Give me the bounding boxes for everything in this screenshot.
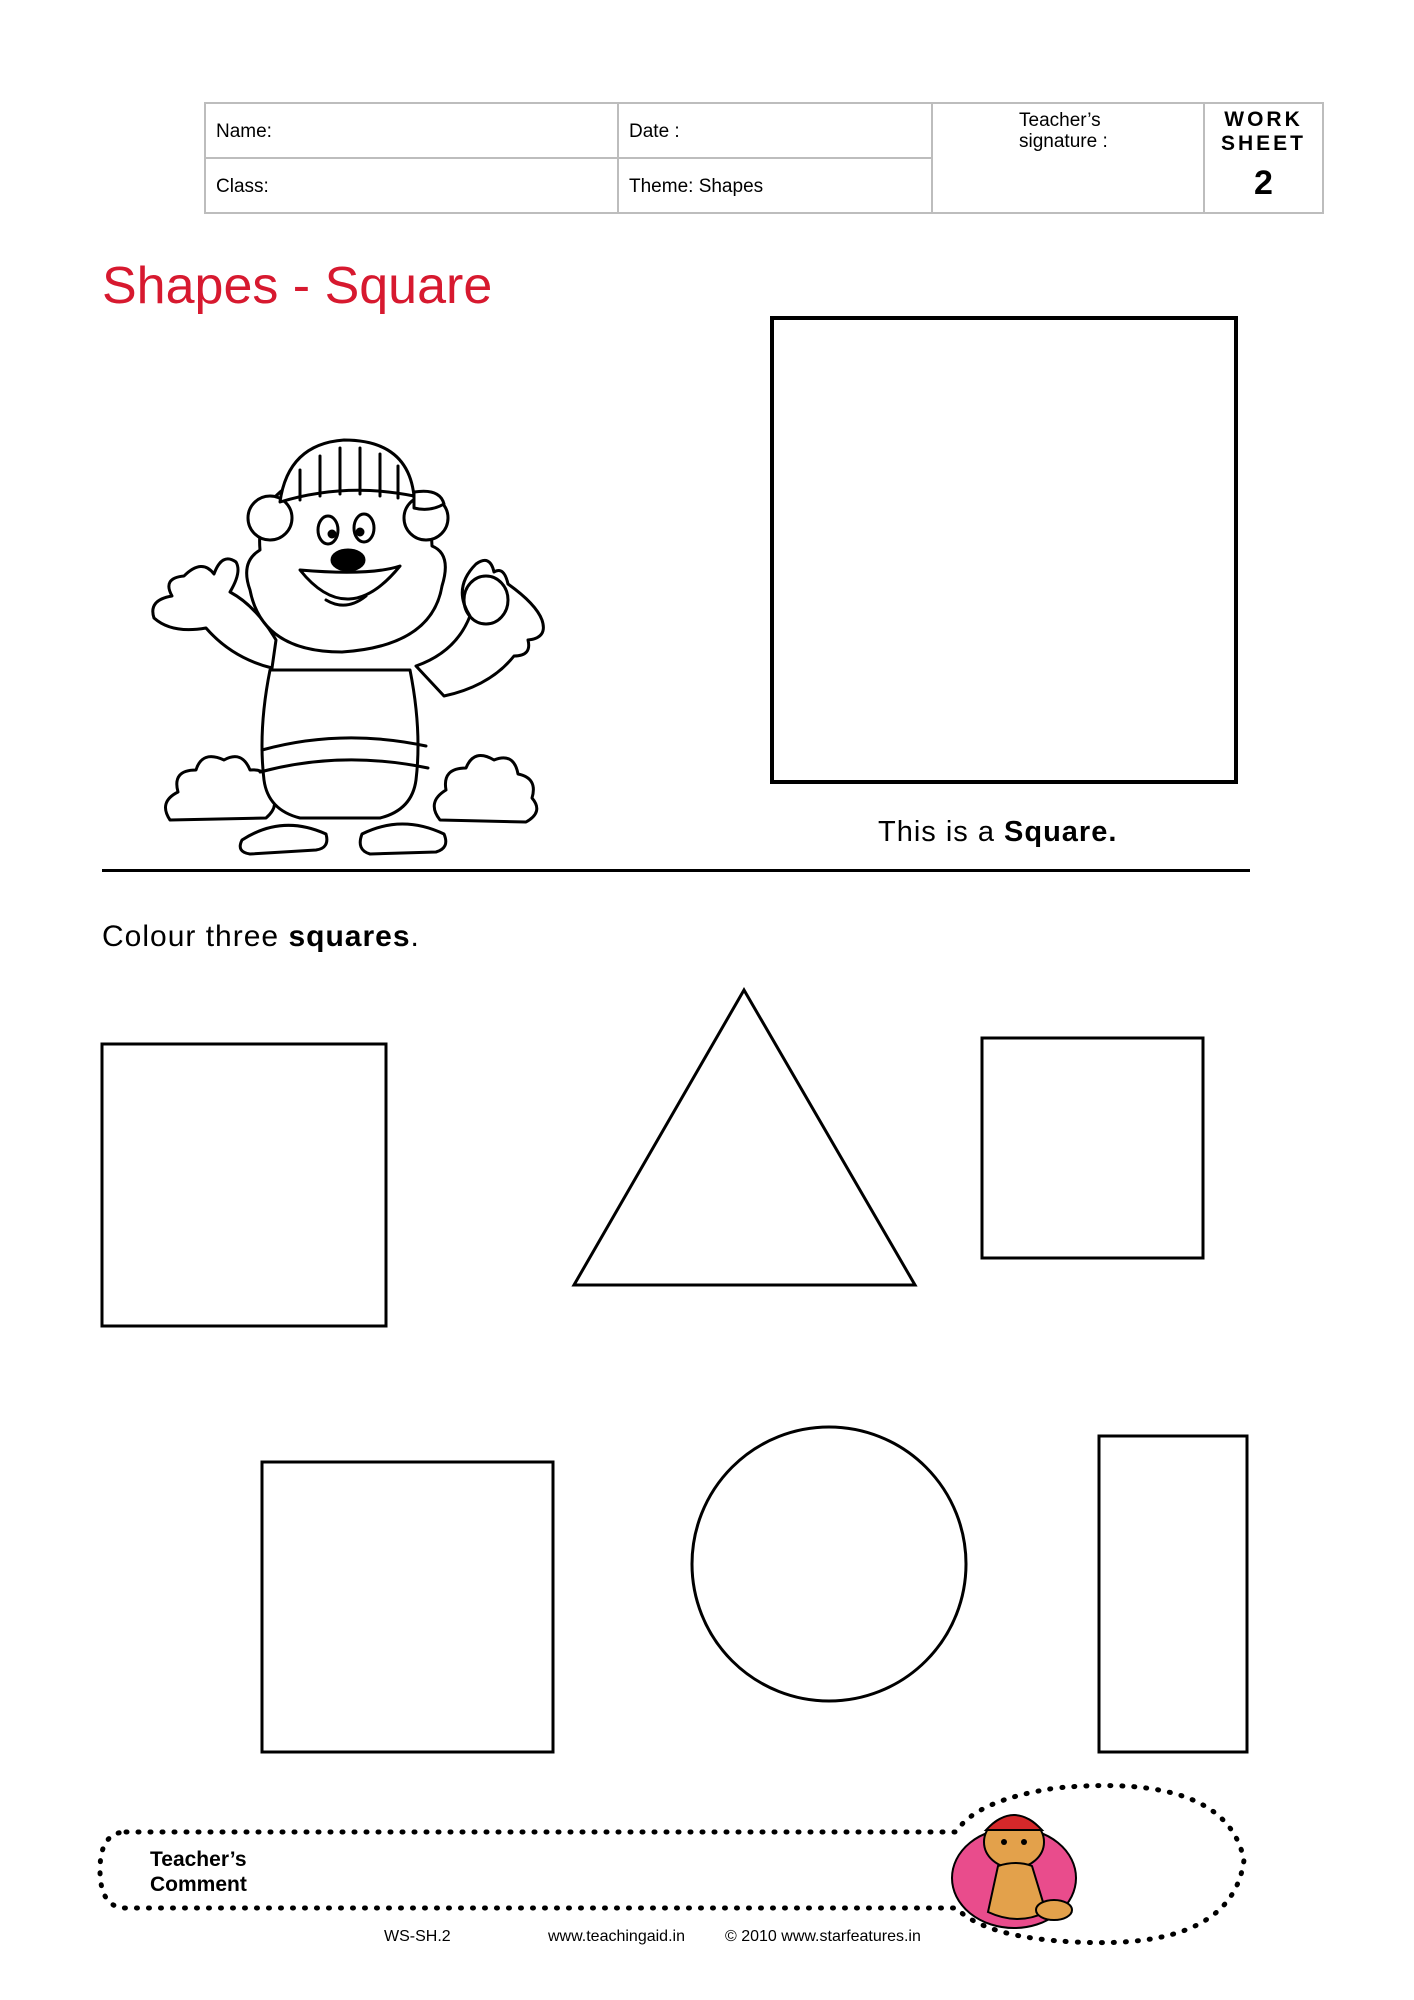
name-field[interactable] — [204, 102, 619, 159]
instruction-prefix: Colour three — [102, 920, 289, 953]
bear-cap-visor — [414, 491, 444, 509]
worksheet-word-2: SHEET — [1220, 132, 1306, 155]
theme-field — [617, 157, 933, 214]
signature-label — [1019, 110, 1159, 152]
worksheet-badge — [1203, 102, 1324, 214]
instruction-suffix: . — [410, 920, 420, 953]
bear-ear-left — [248, 496, 292, 540]
shape-circle[interactable] — [692, 1427, 966, 1701]
footer-site-link[interactable]: www.teachingaid.in — [548, 1928, 685, 1945]
teacher-comment-label — [150, 1847, 290, 1897]
footer-copyright: © 2010 www.starfeatures.in — [725, 1928, 921, 1945]
shapes-area — [0, 970, 1414, 1770]
bear-foot-right — [360, 824, 446, 854]
shape-triangle[interactable] — [574, 990, 915, 1285]
bear-illustration — [150, 400, 570, 880]
page-title: Shapes - Square — [102, 257, 493, 315]
caption-prefix: This is a — [878, 816, 1005, 848]
small-bear-hat — [986, 1815, 1042, 1830]
shape-square-2[interactable] — [982, 1038, 1203, 1258]
comment-label-line2: Comment — [150, 1873, 247, 1896]
bear-foot-left — [240, 825, 327, 854]
worksheet-number: 2 — [1254, 164, 1273, 202]
name-label: Name: — [216, 121, 272, 142]
worksheet-word-1: WORK — [1224, 108, 1303, 131]
date-field[interactable] — [617, 102, 933, 159]
shape-square-3[interactable] — [262, 1462, 553, 1752]
shape-square-1[interactable] — [102, 1044, 386, 1326]
theme-label: Theme: Shapes — [629, 176, 764, 197]
shape-rectangle[interactable] — [1099, 1436, 1247, 1752]
signature-label-line1: Teacher’s — [1019, 110, 1101, 131]
date-label: Date : — [629, 121, 680, 142]
bush-left — [166, 757, 275, 820]
section-divider — [102, 869, 1250, 872]
class-field[interactable] — [204, 157, 619, 214]
bush-right — [434, 756, 537, 823]
bear-nose — [332, 550, 364, 570]
footer-code: WS-SH.2 — [384, 1928, 451, 1945]
reference-square-figure — [770, 316, 1250, 796]
reference-square — [772, 318, 1236, 782]
comment-label-line1: Teacher’s — [150, 1848, 247, 1871]
cushion-bear-illustration — [952, 1815, 1076, 1928]
caption-shape: Square. — [1004, 816, 1118, 848]
shape-caption — [878, 816, 1117, 849]
class-label: Class: — [216, 176, 269, 197]
instruction-bold: squares — [288, 920, 411, 953]
instruction-text — [102, 920, 420, 954]
teacher-signature-field[interactable] — [931, 102, 1205, 214]
signature-label-line2: signature : — [1019, 131, 1108, 152]
